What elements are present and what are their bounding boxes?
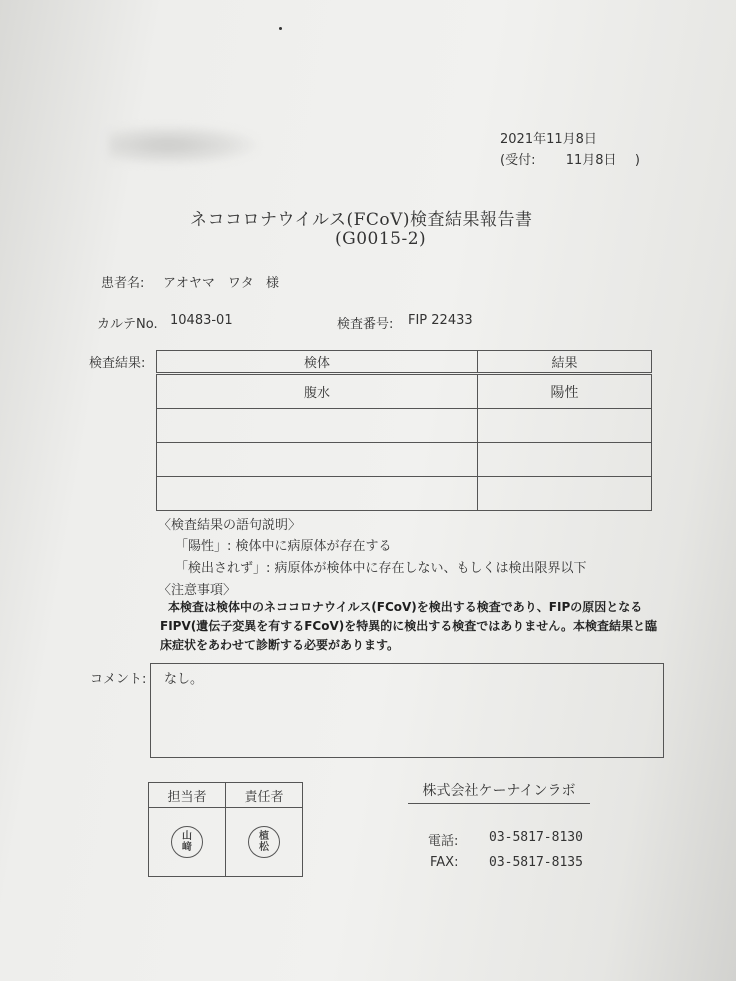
table-row — [157, 409, 652, 443]
received-line — [500, 149, 640, 168]
redacted-recipient — [108, 125, 258, 165]
glossary-item: 「検出されず」: 病原体が検体中に存在しない、もしくは検出限界以下 — [175, 561, 587, 576]
table-row — [157, 374, 652, 409]
results-header-row — [157, 351, 652, 374]
test-number-label: 検査番号: — [337, 317, 394, 332]
seal-cell — [226, 808, 303, 877]
specimen-cell — [157, 477, 478, 511]
tel-number: 03-5817-8130 — [489, 830, 583, 845]
seal-stamp-icon: 植 松 — [248, 826, 280, 858]
result-cell — [478, 409, 652, 443]
result-header: 結果 — [478, 351, 652, 374]
report-code: (G0015-2) — [335, 229, 427, 249]
result-cell — [478, 443, 652, 477]
table-row — [157, 477, 652, 511]
received-close: ) — [634, 153, 640, 168]
results-label: 検査結果: — [89, 356, 146, 371]
chart-label: カルテNo. — [97, 317, 158, 332]
table-row — [157, 443, 652, 477]
patient-label: 患者名: — [101, 276, 145, 291]
fax-number: 03-5817-8135 — [489, 855, 583, 870]
chart-number: 10483-01 — [170, 313, 233, 328]
test-number-value: FIP 22433 — [408, 313, 473, 328]
notice-text: 本検査は検体中のネココロナウイルス(FCoV)を検出する検査であり、FIPの原因となるFIPV(遺伝子変異を有するFCoV)を特異的に検出する検査ではありません。本検査結果と臨床症状をあわせて診断する必要があります。 — [160, 600, 657, 652]
received-label: (受付: — [500, 153, 536, 168]
results-table — [156, 350, 652, 511]
received-date: 11月8日 — [565, 153, 617, 168]
result-cell: 陽性 — [478, 374, 652, 409]
seal-cell — [149, 808, 226, 877]
report-date: 2021年11月8日 — [500, 132, 597, 147]
notice-heading: 〈注意事項〉 — [158, 583, 237, 598]
seal-stamp-icon: 山 﨑 — [171, 826, 203, 858]
tel-label: 電話: — [428, 834, 459, 849]
specimen-cell: 腹水 — [157, 374, 478, 409]
specimen-cell — [157, 443, 478, 477]
comment-text: なし。 — [164, 672, 204, 687]
glossary-heading: 〈検査結果の語句説明〉 — [158, 518, 302, 533]
fax-label: FAX: — [430, 855, 459, 870]
glossary-item: 「陽性」: 検体中に病原体が存在する — [175, 539, 392, 554]
staff-header-responsible: 責任者 — [226, 783, 303, 808]
patient-honorific: 様 — [266, 276, 280, 291]
comment-label: コメント: — [90, 672, 147, 687]
patient-name: アオヤマ ワタ — [163, 276, 254, 291]
specimen-cell — [157, 409, 478, 443]
report-title: ネココロナウイルス(FCoV)検査結果報告書 — [190, 210, 533, 230]
paper-speck — [279, 27, 282, 30]
specimen-header: 検体 — [157, 351, 478, 374]
staff-header-charge: 担当者 — [149, 783, 226, 808]
staff-seal-table — [148, 782, 303, 877]
company-name: 株式会社ケーナインラボ — [408, 780, 590, 804]
result-cell — [478, 477, 652, 511]
comment-box — [150, 663, 664, 758]
